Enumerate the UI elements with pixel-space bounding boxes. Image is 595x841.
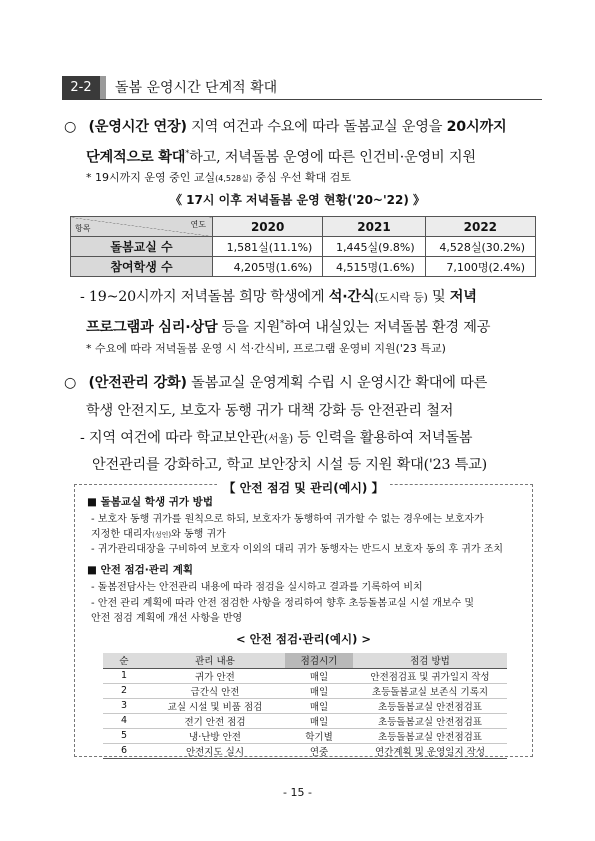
box-item: - 보호자 동행 귀가를 원칙으로 하되, 보호자가 동행하여 귀가할 수 없는 경우에는 보호자가 <box>91 514 484 525</box>
table-row <box>103 728 507 743</box>
corner-label-year: 연도 <box>190 220 206 229</box>
para2-small: (도시락 등) <box>374 291 428 304</box>
table-cell: 귀가 안전 <box>145 668 285 683</box>
para1-text-a: 지역 여건과 수요에 따라 돌봄교실 운영을 <box>186 119 447 135</box>
box-title-wrap <box>75 477 532 496</box>
table-corner-cell <box>71 217 213 237</box>
para1-text-b: 하고, 저녁돌봄 운영에 따른 인건비·운영비 지원 <box>189 149 476 166</box>
footnote-mark: * <box>280 319 284 328</box>
table-row <box>103 743 507 758</box>
row-label: 참여학생 수 <box>71 257 213 277</box>
table-cell: 안전점검표 및 귀가일지 작성 <box>353 668 507 683</box>
para2-text-e: 하여 내실있는 저녁돌봄 환경 제공 <box>283 319 491 336</box>
table-cell: 교실 시설 및 비품 점검 <box>145 698 285 713</box>
table-row <box>103 713 507 728</box>
row-label: 돌봄교실 수 <box>71 237 213 257</box>
column-header: 점검 방법 <box>353 653 507 668</box>
paragraph-security-line1 <box>80 424 472 453</box>
table-cell: 연간계획 및 운영일지 작성 <box>353 743 507 758</box>
dash-marker: - <box>80 430 85 446</box>
year-header: 2021 <box>323 217 425 237</box>
bullet-circle: ○ <box>64 375 77 391</box>
para4-text-a: 지역 여건에 따라 학교보안관 <box>88 430 264 446</box>
table-row <box>103 668 507 683</box>
para2-bold-program: 프로그램과 심리·상담 <box>86 319 218 336</box>
para4-small: (서울) <box>263 432 293 445</box>
table-cell: 7,100명(2.4%) <box>425 257 535 277</box>
table-caption: 《 17시 이후 저녁돌봄 운영 현황('20~'22) 》 <box>169 193 426 207</box>
section-number-bar <box>100 76 106 100</box>
table-row <box>103 683 507 698</box>
dash-marker: - <box>80 289 85 305</box>
para2-bold-evening: 저녁 <box>449 289 477 305</box>
para3-heading: (안전관리 강화) <box>88 375 187 391</box>
box-item-small: (성인) <box>152 531 172 539</box>
box-item: - 돌봄전담사는 안전관리 내용에 따라 점검을 실시하고 결과를 기록하여 비치 <box>91 582 423 593</box>
box-title: 【 안전 점검 및 관리(예시) 】 <box>217 481 389 495</box>
column-header: 점검시기 <box>285 653 353 668</box>
box-item-text-b: 와 동행 귀가 <box>171 529 226 540</box>
para1-bold-gradual: 단계적으로 확대 <box>86 149 186 166</box>
paragraph-evening-support-line1 <box>80 283 477 312</box>
corner-label-item: 항목 <box>75 224 91 233</box>
table-row <box>71 237 536 257</box>
paragraph-operating-hours-line1 <box>64 113 506 141</box>
box-item <box>91 527 226 543</box>
table-cell: 1,445실(9.8%) <box>323 237 425 257</box>
table-cell: 매일 <box>285 698 353 713</box>
section-title: 돌봄 운영시간 단계적 확대 <box>115 80 278 96</box>
paragraph-safety-line1 <box>64 369 487 397</box>
paragraph-evening-support-line2 <box>86 310 490 342</box>
column-header: 순 <box>103 653 145 668</box>
safety-table-caption: < 안전 점검·관리(예시) > <box>235 632 372 646</box>
para2-bold-snack: 석·간식 <box>328 289 375 305</box>
table-cell: 초등돌봄교실 안전점검표 <box>353 698 507 713</box>
para4-text-b: 등 인력을 활용하여 저녁돌봄 <box>292 430 473 446</box>
para2-text-c: 및 <box>427 289 450 305</box>
box-item: 안전 점검 계획에 개선 사항을 반영 <box>91 613 243 624</box>
para1-heading: (운영시간 연장) <box>88 119 187 135</box>
column-header: 관리 내용 <box>145 653 285 668</box>
paragraph-security-line2: 안전관리를 강화하고, 학교 보안장치 시설 등 지원 확대('23 특교) <box>92 457 487 473</box>
box-item: - 안전 관리 계획에 따라 안전 점검한 사항을 정리하여 향후 초등돌봄교실 시설 개보수 및 <box>91 598 475 609</box>
box-item-text-a: 지정한 대리자 <box>91 529 153 540</box>
table-cell: 연중 <box>285 743 353 758</box>
table-cell: 5 <box>103 728 145 743</box>
footnote-mark: * <box>185 149 190 158</box>
para1-bold-20h: 20시까지 <box>446 119 507 135</box>
para3-text-a: 돌봄교실 운영계획 수립 시 운영시간 확대에 따른 <box>186 375 488 391</box>
section-number: 2-2 <box>62 76 100 100</box>
table-cell: 3 <box>103 698 145 713</box>
section-underline <box>100 99 542 100</box>
box-item: - 귀가관리대장을 구비하여 보호자 이외의 대리 귀가 동행자는 반드시 보호자 동의 후 귀가 조치 <box>91 544 504 555</box>
table-cell: 4,515명(1.6%) <box>323 257 425 277</box>
table-cell: 매일 <box>285 683 353 698</box>
year-header: 2022 <box>425 217 535 237</box>
table-cell: 안전지도 실시 <box>145 743 285 758</box>
table-cell: 학기별 <box>285 728 353 743</box>
box-heading-safety: ■ 안전 점검·관리 계획 <box>87 564 194 576</box>
table-row <box>71 257 536 277</box>
para2-text-a: 19~20시까지 저녁돌봄 희망 학생에게 <box>88 289 329 305</box>
table-cell: 전기 안전 점검 <box>145 713 285 728</box>
table-cell: 초등돌봄교실 안전점검표 <box>353 713 507 728</box>
footnote-evening-cost: * 수요에 따라 저녁돌봄 운영 시 석·간식비, 프로그램 운영비 지원('23 특교) <box>86 342 446 355</box>
table-cell: 6 <box>103 743 145 758</box>
table-cell: 1,581실(11.1%) <box>213 237 323 257</box>
year-header: 2020 <box>213 217 323 237</box>
table-cell: 초등돌봄교실 안전점검표 <box>353 728 507 743</box>
table-cell: 4,528실(30.2%) <box>425 237 535 257</box>
table-cell: 4 <box>103 713 145 728</box>
table-cell: 4,205명(1.6%) <box>213 257 323 277</box>
safety-example-box <box>74 481 533 758</box>
table-cell: 2 <box>103 683 145 698</box>
paragraph-operating-hours-line2 <box>86 140 476 172</box>
para2-text-d: 등을 지원 <box>217 319 281 336</box>
safety-check-table <box>103 653 507 759</box>
table-cell: 매일 <box>285 713 353 728</box>
box-heading-return: ■ 돌봄교실 학생 귀가 방법 <box>87 496 213 508</box>
page-number: - 15 - <box>283 786 312 799</box>
footnote-small: (4,528실) <box>215 174 252 183</box>
table-cell: 매일 <box>285 668 353 683</box>
table-cell: 급간식 안전 <box>145 683 285 698</box>
footnote-text-a: * 19시까지 운영 중인 교실 <box>86 171 216 184</box>
footnote-19h <box>86 170 351 187</box>
table-cell: 냉·난방 안전 <box>145 728 285 743</box>
table-cell: 1 <box>103 668 145 683</box>
table-cell: 초등돌봄교실 보존식 기록지 <box>353 683 507 698</box>
footnote-text-b: 중심 우선 확대 검토 <box>252 171 351 184</box>
paragraph-safety-line2: 학생 안전지도, 보호자 동행 귀가 대책 강화 등 안전관리 철저 <box>86 403 454 419</box>
evening-care-table <box>70 216 536 277</box>
bullet-circle: ○ <box>64 119 77 135</box>
section-heading <box>62 76 542 100</box>
table-row <box>103 698 507 713</box>
